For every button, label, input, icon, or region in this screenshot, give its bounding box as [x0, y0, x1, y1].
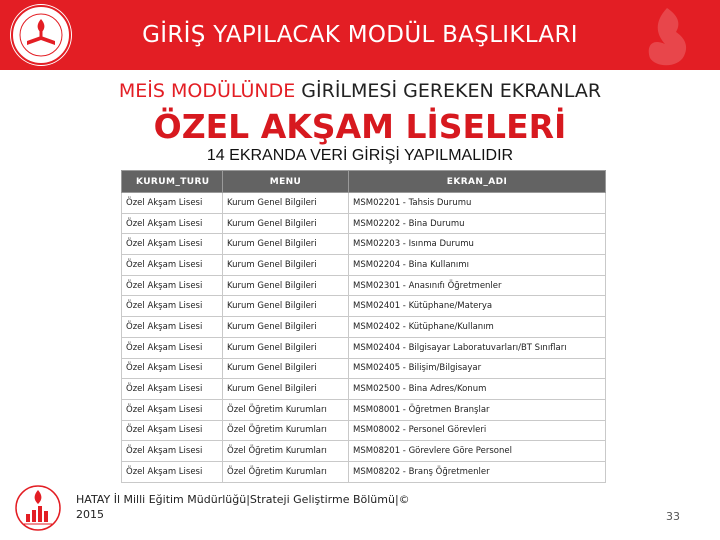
table-row [122, 441, 606, 462]
istatistik-logo [14, 484, 62, 532]
cell-kurum-turu: Özel Akşam Lisesi [122, 317, 223, 338]
cell-menu: Kurum Genel Bilgileri [223, 337, 349, 358]
cell-kurum-turu: Özel Akşam Lisesi [122, 275, 223, 296]
cell-menu: Özel Öğretim Kurumları [223, 420, 349, 441]
table-row [122, 317, 606, 338]
cell-kurum-turu: Özel Akşam Lisesi [122, 379, 223, 400]
cell-ekran-adi: MSM08202 - Branş Öğretmenler [349, 461, 606, 482]
cell-kurum-turu: Özel Akşam Lisesi [122, 296, 223, 317]
cell-menu: Kurum Genel Bilgileri [223, 255, 349, 276]
cell-ekran-adi: MSM08201 - Görevlere Göre Personel [349, 441, 606, 462]
table-row [122, 358, 606, 379]
cell-kurum-turu: Özel Akşam Lisesi [122, 358, 223, 379]
cell-menu: Kurum Genel Bilgileri [223, 358, 349, 379]
cell-ekran-adi: MSM02401 - Kütüphane/Materya [349, 296, 606, 317]
cell-ekran-adi: MSM02201 - Tahsis Durumu [349, 193, 606, 214]
column-header-menu: MENU [223, 171, 349, 193]
footer-line-2: 2015 [76, 508, 104, 521]
cell-kurum-turu: Özel Akşam Lisesi [122, 461, 223, 482]
cell-kurum-turu: Özel Akşam Lisesi [122, 441, 223, 462]
cell-ekran-adi: MSM08002 - Personel Görevleri [349, 420, 606, 441]
header-bar [0, 0, 720, 70]
cell-ekran-adi: MSM02204 - Bina Kullanımı [349, 255, 606, 276]
cell-ekran-adi: MSM02203 - Isınma Durumu [349, 234, 606, 255]
cell-ekran-adi: MSM02301 - Anasınıfı Öğretmenler [349, 275, 606, 296]
footer-credit [76, 492, 410, 522]
cell-kurum-turu: Özel Akşam Lisesi [122, 337, 223, 358]
cell-ekran-adi: MSM02202 - Bina Durumu [349, 213, 606, 234]
table-row [122, 379, 606, 400]
table-header-row [122, 171, 606, 193]
cell-kurum-turu: Özel Akşam Lisesi [122, 255, 223, 276]
modul-subtitle [0, 80, 720, 102]
subtitle-highlight: MEİS MODÜLÜNDE [118, 80, 296, 102]
cell-menu: Kurum Genel Bilgileri [223, 213, 349, 234]
column-header-ekran-adi: EKRAN_ADI [349, 171, 606, 193]
cell-ekran-adi: MSM08001 - Öğretmen Branşlar [349, 399, 606, 420]
cell-ekran-adi: MSM02405 - Bilişim/Bilgisayar [349, 358, 606, 379]
instruction-text: 14 EKRANDA VERİ GİRİŞİ YAPILMALIDIR [206, 147, 514, 164]
page-header-title: GİRİŞ YAPILACAK MODÜL BAŞLIKLARI [142, 22, 578, 48]
cell-kurum-turu: Özel Akşam Lisesi [122, 420, 223, 441]
cell-menu: Özel Öğretim Kurumları [223, 441, 349, 462]
cell-kurum-turu: Özel Akşam Lisesi [122, 193, 223, 214]
table-row [122, 420, 606, 441]
column-header-kurum-turu: KURUM_TURU [122, 171, 223, 193]
screens-table [121, 170, 606, 483]
cell-kurum-turu: Özel Akşam Lisesi [122, 399, 223, 420]
table-row [122, 461, 606, 482]
cell-menu: Kurum Genel Bilgileri [223, 296, 349, 317]
table-row [122, 234, 606, 255]
cell-menu: Kurum Genel Bilgileri [223, 379, 349, 400]
cell-menu: Kurum Genel Bilgileri [223, 193, 349, 214]
cell-ekran-adi: MSM02404 - Bilgisayar Laboratuvarları/BT Sınıfları [349, 337, 606, 358]
table-row [122, 399, 606, 420]
footer-line-1: HATAY İl Milli Eğitim Müdürlüğü|Strateji Geliştirme Bölümü|© [76, 493, 410, 506]
cell-menu: Kurum Genel Bilgileri [223, 234, 349, 255]
cell-ekran-adi: MSM02500 - Bina Adres/Konum [349, 379, 606, 400]
school-type-title: ÖZEL AKŞAM LİSELERİ [153, 107, 567, 146]
cell-menu: Kurum Genel Bilgileri [223, 275, 349, 296]
cell-menu: Özel Öğretim Kurumları [223, 399, 349, 420]
flame-decoration-icon [632, 6, 702, 68]
table-row [122, 255, 606, 276]
cell-ekran-adi: MSM02402 - Kütüphane/Kullanım [349, 317, 606, 338]
cell-kurum-turu: Özel Akşam Lisesi [122, 234, 223, 255]
cell-menu: Özel Öğretim Kurumları [223, 461, 349, 482]
cell-kurum-turu: Özel Akşam Lisesi [122, 213, 223, 234]
table-row [122, 193, 606, 214]
table-row [122, 296, 606, 317]
subtitle-rest: GİRİLMESİ GEREKEN EKRANLAR [295, 80, 602, 102]
cell-menu: Kurum Genel Bilgileri [223, 317, 349, 338]
page-number: 33 [666, 510, 680, 523]
table-row [122, 337, 606, 358]
table-row [122, 213, 606, 234]
table-row [122, 275, 606, 296]
